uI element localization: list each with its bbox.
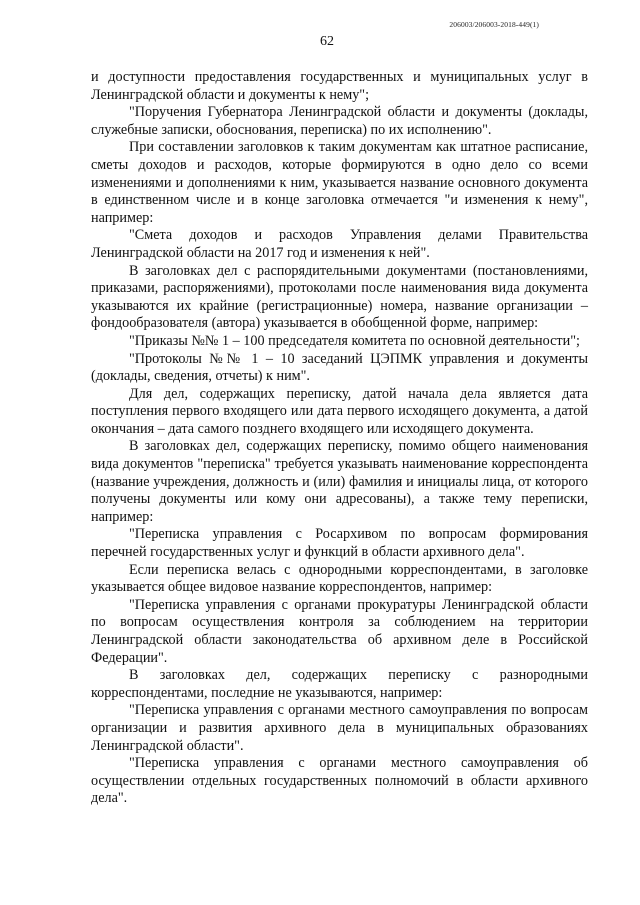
paragraph: Для дел, содержащих переписку, датой начала дела является дата поступления первого входящего или дата первого исходящего документа, а датой окончания – дата самого позднего входящего или исходящего документа. [91, 385, 588, 437]
paragraph: и доступности предоставления государственных и муниципальных услуг в Ленинградской области и документы к нему"; [91, 69, 588, 103]
paragraph: "Переписка управления с органами местного самоуправления об осуществлении отдельных государственных полномочий в области архивного дела". [91, 755, 588, 807]
paragraph: "Смета доходов и расходов Управления делами Правительства Ленинградской области на 2017 год и изменения к ней". [91, 227, 588, 261]
paragraph: В заголовках дел с распорядительными документами (постановлениями, приказами, распоряжениями), протоколами после наименования вида документа указываются их крайние (регистрационные) номера, название организации – фондообразователя (автора) указывается в обобщенной форме, например: [91, 262, 588, 332]
paragraph: "Переписка управления с органами прокуратуры Ленинградской области по вопросам осуществления контроля за соблюдением на территории Ленинградской области законодательства об архивном деле в Российской Федерации". [91, 596, 588, 666]
paragraph: "Переписка управления с Росархивом по вопросам формирования перечней государственных услуг и функций в области архивного дела". [91, 526, 588, 561]
paragraph: При составлении заголовков к таким документам как штатное расписание, сметы доходов и расходов, которые формируются в одно дело со всеми изменениями и дополнениями к ним, указывается название основного документа в единственном числе и в конце заголовка отмечается "и изменения к нему", например: [91, 139, 588, 226]
paragraph: В заголовках дел, содержащих переписку с разнородными корреспондентами, последние не указываются, например: [91, 667, 588, 701]
page-number: 62 [320, 34, 334, 49]
paragraph: Если переписка велась с однородными корреспондентами, в заголовке указывается общее видовое название корреспондентов, например: [91, 561, 588, 596]
paragraph: "Приказы №№ 1 – 100 председателя комитета по основной деятельности"; [129, 332, 580, 349]
document-body [91, 69, 588, 808]
paragraph: "Переписка управления с органами местного самоуправления по вопросам организации и развития архивного дела в муниципальных образованиях Ленинградской области". [91, 702, 588, 754]
paragraph: "Протоколы №№ 1 – 10 заседаний ЦЭПМК управления и документы (доклады, сведения, отчеты) к ним". [91, 350, 588, 385]
document-id: 206003/206003-2018-449(1) [449, 20, 539, 29]
paragraph: В заголовках дел, содержащих переписку, помимо общего наименования вида документов "переписка" требуется указывать наименование корреспондента (название учреждения, должность и (или) фамилия и инициалы лица, от которого получены документы или кому они адресованы), а также тему переписки, например: [91, 438, 588, 525]
paragraph: "Поручения Губернатора Ленинградской области и документы (доклады, служебные записки, обоснования, переписка) по их исполнению". [91, 104, 588, 138]
